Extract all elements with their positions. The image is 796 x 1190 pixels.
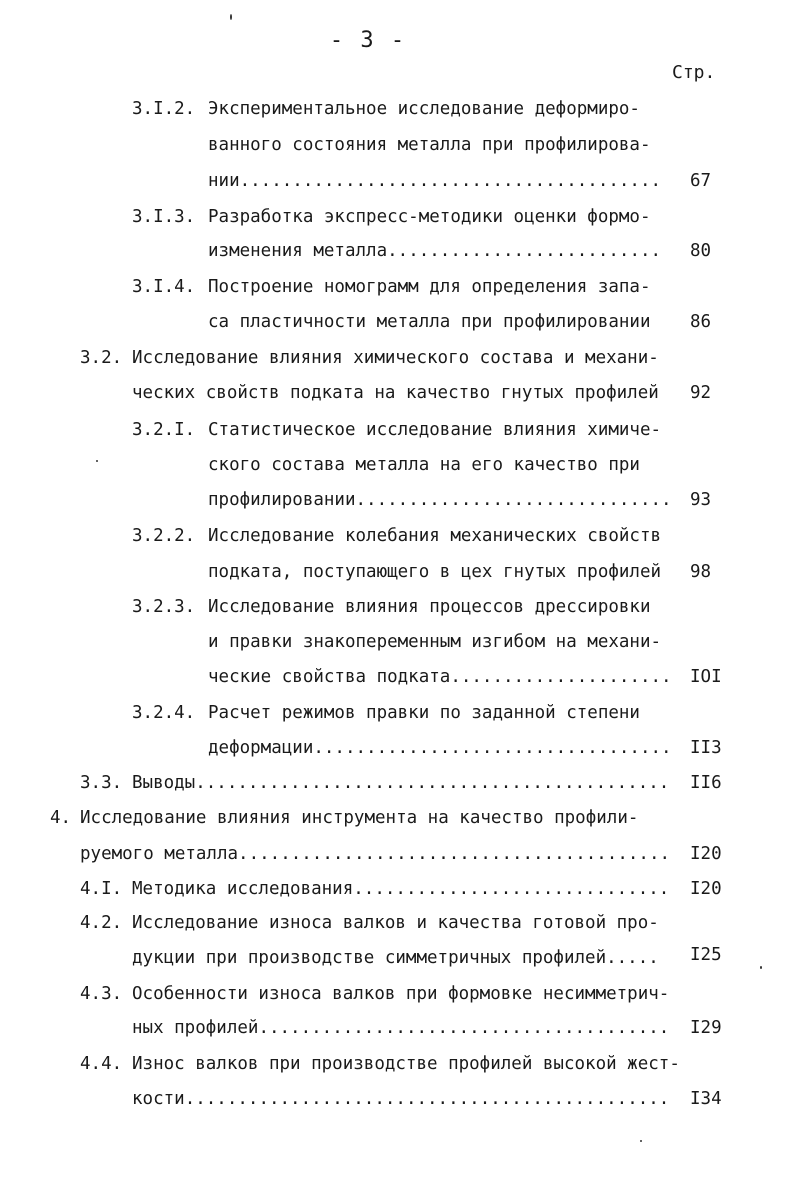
toc-entry-text: Построение номограмм для определения запа- <box>208 277 651 297</box>
toc-entry-text: нии <box>208 171 240 191</box>
dot-leader <box>387 238 660 264</box>
toc-entry-text: кости <box>132 1089 185 1109</box>
toc-entry-number: 4.4. <box>80 1054 123 1074</box>
dot-leader <box>356 487 668 513</box>
toc-entry-number: 3.2. <box>80 348 123 368</box>
toc-entry-text: Разработка экспресс-методики оценки формо- <box>208 207 651 227</box>
toc-entry-leader <box>132 1086 668 1112</box>
toc-entry-number: 4. <box>50 808 72 828</box>
toc-entry-number: 3.I.4. <box>132 277 196 297</box>
toc-entry-number: 4.3. <box>80 984 123 1004</box>
toc-entry-text: Исследование колебания механических свойств <box>208 526 662 546</box>
toc-entry-text: деформации <box>208 738 314 758</box>
dot-leader <box>195 770 668 796</box>
dot-leader <box>450 664 668 690</box>
toc-entry-leader <box>208 487 668 513</box>
toc-entry-leader <box>132 876 668 902</box>
scan-speck <box>96 460 98 462</box>
toc-entry-number: 4.2. <box>80 913 123 933</box>
toc-entry-page: 92 <box>690 383 712 403</box>
toc-entry-text: профилировании <box>208 490 356 510</box>
toc-entry-text: Исследование износа валков и качества готовой про- <box>132 913 659 933</box>
toc-entry-text: Методика исследования <box>132 879 354 899</box>
toc-entry-number: 3.2.4. <box>132 703 196 723</box>
dot-leader <box>240 168 660 194</box>
toc-entry-number: 3.2.I. <box>132 420 196 440</box>
toc-entry-text: ского состава металла на его качество при <box>208 455 640 475</box>
toc-entry-text: ных профилей <box>132 1018 259 1038</box>
toc-entry-text: Выводы <box>132 773 196 793</box>
toc-entry-leader <box>208 238 660 264</box>
toc-entry-text: Особенности износа валков при формовке несимметрич- <box>132 984 670 1004</box>
toc-entry-text: Исследование влияния процессов дрессировки <box>208 597 651 617</box>
dot-leader <box>238 841 668 867</box>
toc-entry-page: I20 <box>690 844 722 864</box>
toc-entry-page: 80 <box>690 241 712 261</box>
toc-entry-number: 3.I.2. <box>132 99 196 119</box>
page-column-header: Стр. <box>672 62 716 83</box>
toc-entry-number: 3.3. <box>80 773 123 793</box>
toc-entry-leader <box>132 1015 668 1041</box>
toc-entry-page: 98 <box>690 562 712 582</box>
toc-entry-leader <box>208 168 660 194</box>
toc-entry-number: 3.I.3. <box>132 207 196 227</box>
toc-entry-text: Исследование влияния химического состава и механи- <box>132 348 659 368</box>
toc-entry-text: изменения металла <box>208 241 388 261</box>
toc-entry-text: ческие свойства подката <box>208 667 451 687</box>
toc-entry-page: I20 <box>690 879 722 899</box>
toc-entry-leader <box>208 664 668 690</box>
dot-leader <box>185 1086 668 1112</box>
toc-entry-number: 4.I. <box>80 879 123 899</box>
toc-entry-text: Статистическое исследование влияния химиче- <box>208 420 662 440</box>
toc-entry-leader <box>208 735 668 761</box>
toc-entry-page: II6 <box>690 773 722 793</box>
scan-speck <box>760 966 762 969</box>
toc-entry-leader <box>132 770 668 796</box>
toc-entry-leader <box>80 841 668 867</box>
toc-entry-page: IOI <box>690 667 722 687</box>
toc-entry-text: руемого металла <box>80 844 239 864</box>
toc-entry-page: II3 <box>690 738 722 758</box>
toc-entry-page: 86 <box>690 312 712 332</box>
toc-entry-text: Исследование влияния инструмента на качество профили- <box>80 808 639 828</box>
toc-entry-text: подката, поступающего в цех гнутых профилей <box>208 562 662 582</box>
dot-leader <box>353 876 668 902</box>
toc-entry-page: 93 <box>690 490 712 510</box>
scan-speck <box>640 1140 642 1142</box>
toc-entry-page: I34 <box>690 1089 722 1109</box>
toc-entry-text: Расчет режимов правки по заданной степени <box>208 703 640 723</box>
toc-entry-text: ческих свойств подката на качество гнутых профилей <box>132 383 659 403</box>
toc-entry-text: са пластичности металла при профилировании <box>208 312 651 332</box>
scan-speck <box>230 14 232 20</box>
dot-leader <box>258 1015 668 1041</box>
toc-entry-text: Экспериментальное исследование деформиро- <box>208 99 640 119</box>
toc-entry-number: 3.2.2. <box>132 526 196 546</box>
toc-entry-text: ванного состояния металла при профилирова- <box>208 135 651 155</box>
toc-entry-page: I25 <box>690 945 722 965</box>
toc-entry-page: 67 <box>690 171 712 191</box>
toc-entry-text: и правки знакопеременным изгибом на механи- <box>208 632 662 652</box>
toc-entry-text: дукции при производстве симметричных профилей..... <box>132 948 659 968</box>
toc-entry-number: 3.2.3. <box>132 597 196 617</box>
toc-entry-text: Износ валков при производстве профилей высокой жест- <box>132 1054 680 1074</box>
toc-entry-page: I29 <box>690 1018 722 1038</box>
dot-leader <box>313 735 668 761</box>
page-number: - 3 - <box>329 28 407 53</box>
